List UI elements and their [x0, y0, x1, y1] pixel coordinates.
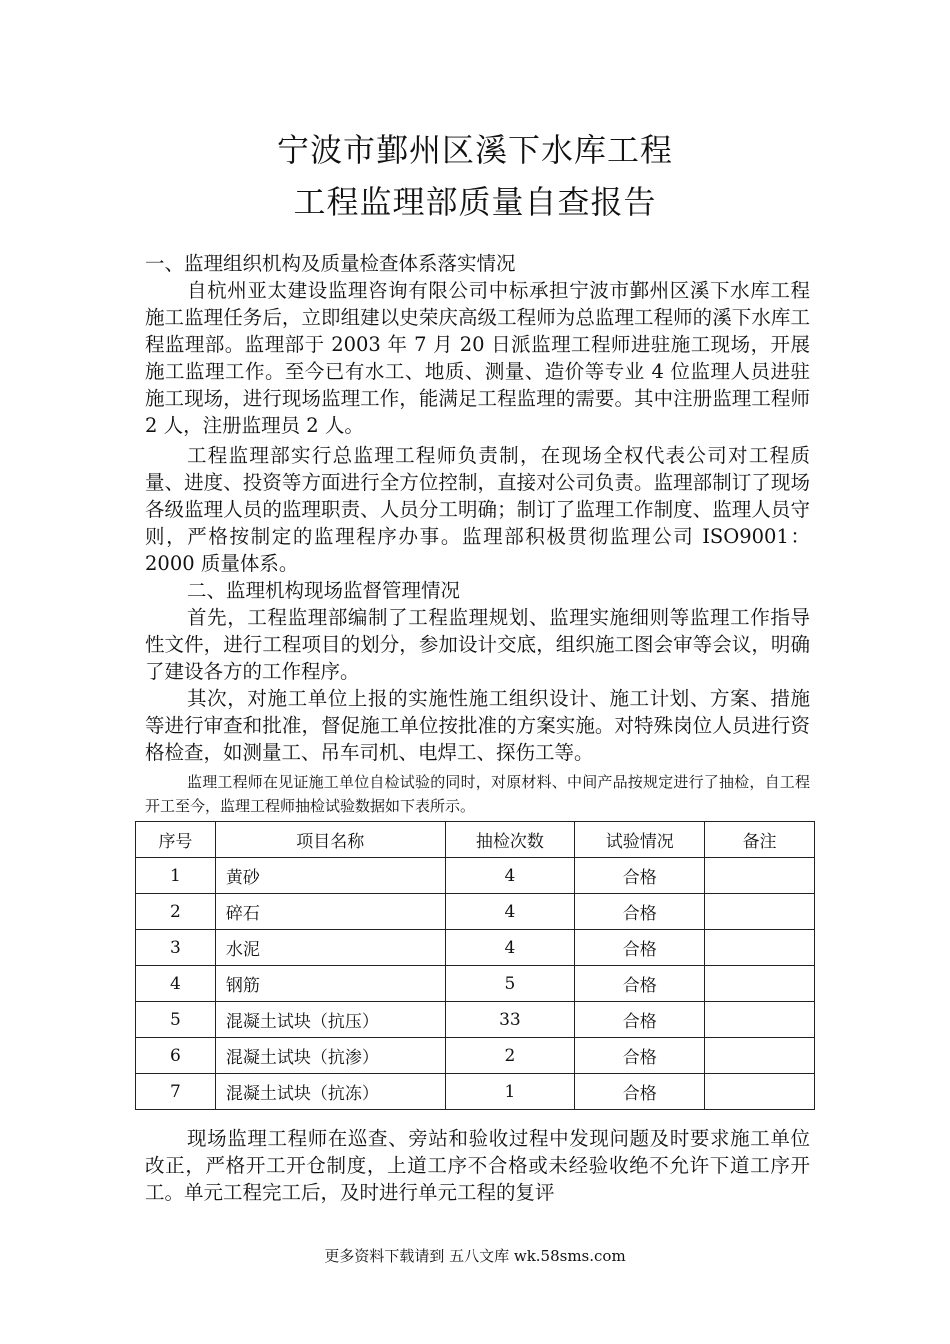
table-row [136, 966, 815, 1002]
note [705, 1038, 815, 1074]
inspection-count: 4 [445, 930, 575, 966]
item-name: 混凝土试块（抗冻） [215, 1074, 445, 1110]
item-name: 混凝土试块（抗渗） [215, 1038, 445, 1074]
item-name: 水泥 [215, 930, 445, 966]
test-result: 合格 [575, 966, 705, 1002]
inspection-count: 33 [445, 1002, 575, 1038]
paragraph: 自杭州亚太建设监理咨询有限公司中标承担宁波市鄞州区溪下水库工程施工监理任务后，立即组建以史荣庆高级工程师为总监理工程师的溪下水库工程监理部。监理部于 2003 年 7 月 20 日派监理工程师进驻施工现场，开展施工监理工作。至今已有水工、地质、测量、造价等专业 4 位监理人员进驻施工现场，进行现场监理工作，能满足工程监理的需要。其中注册监理工程师 2 人，注册监理员 2 人。 [145, 279, 810, 437]
table-row [136, 930, 815, 966]
item-name: 碎石 [215, 894, 445, 930]
test-result: 合格 [575, 858, 705, 894]
table-row [136, 1038, 815, 1074]
table-intro-paragraph: 监理工程师在见证施工单位自检试验的同时，对原材料、中间产品按规定进行了抽检，自工程开工至今，监理工程师抽检试验数据如下表所示。 [145, 773, 810, 815]
table-row [136, 1074, 815, 1110]
row-number: 4 [136, 966, 216, 1002]
title-line-1: 宁波市鄞州区溪下水库工程 [276, 131, 673, 169]
inspection-count: 1 [445, 1074, 575, 1110]
test-result: 合格 [575, 894, 705, 930]
row-number: 6 [136, 1038, 216, 1074]
row-number: 1 [136, 858, 216, 894]
note [705, 966, 815, 1002]
header-cell: 序号 [136, 822, 216, 858]
header-cell: 试验情况 [575, 822, 705, 858]
note [705, 894, 815, 930]
test-result: 合格 [575, 1074, 705, 1110]
note [705, 930, 815, 966]
paragraph: 首先，工程监理部编制了工程监理规划、监理实施细则等监理工作指导性文件，进行工程项目的划分，参加设计交底，组织施工图会审等会议，明确了建设各方的工作程序。 [145, 606, 810, 683]
table-header-row [136, 822, 815, 858]
paragraph: 工程监理部实行总监理工程师负责制，在现场全权代表公司对工程质量、进度、投资等方面进行全方位控制，直接对公司负责。监理部制订了现场各级监理人员的监理职责、人员分工明确；制订了监理工作制度、监理人员守则，严格按制定的监理程序办事。监理部积极贯彻监理公司 ISO9001：2000 质量体系。 [145, 444, 810, 575]
test-result: 合格 [575, 930, 705, 966]
inspection-count: 5 [445, 966, 575, 1002]
table-row [136, 1002, 815, 1038]
section-1-heading: 一、监理组织机构及质量检查体系落实情况 [145, 252, 516, 275]
paragraph: 其次，对施工单位上报的实施性施工组织设计、施工计划、方案、措施等进行审查和批准，督促施工单位按批准的方案实施。对特殊岗位人员进行资格检查，如测量工、吊车司机、电焊工、探伤工等。 [145, 687, 810, 764]
closing-paragraph: 现场监理工程师在巡查、旁站和验收过程中发现问题及时要求施工单位改正，严格开工开仓制度，上道工序不合格或未经验收绝不允许下道工序开工。单元工程完工后，及时进行单元工程的复评 [145, 1127, 810, 1204]
item-name: 黄砂 [215, 858, 445, 894]
row-number: 3 [136, 930, 216, 966]
inspection-count: 4 [445, 894, 575, 930]
header-cell: 备注 [705, 822, 815, 858]
row-number: 5 [136, 1002, 216, 1038]
section-1 [145, 250, 810, 766]
row-number: 7 [136, 1074, 216, 1110]
item-name: 混凝土试块（抗压） [215, 1002, 445, 1038]
row-number: 2 [136, 894, 216, 930]
note [705, 1002, 815, 1038]
item-name: 钢筋 [215, 966, 445, 1002]
table-row [136, 894, 815, 930]
inspection-table [135, 821, 815, 1110]
test-result: 合格 [575, 1002, 705, 1038]
inspection-count: 4 [445, 858, 575, 894]
table-row [136, 858, 815, 894]
header-cell: 项目名称 [215, 822, 445, 858]
header-cell: 抽检次数 [445, 822, 575, 858]
section-2-heading: 二、监理机构现场监督管理情况 [187, 579, 461, 602]
test-result: 合格 [575, 1038, 705, 1074]
inspection-count: 2 [445, 1038, 575, 1074]
note [705, 1074, 815, 1110]
note [705, 858, 815, 894]
title-line-2: 工程监理部质量自查报告 [293, 183, 657, 221]
footer-link-text[interactable]: 更多资料下载请到 五八文库 wk.58sms.com [324, 1247, 626, 1265]
